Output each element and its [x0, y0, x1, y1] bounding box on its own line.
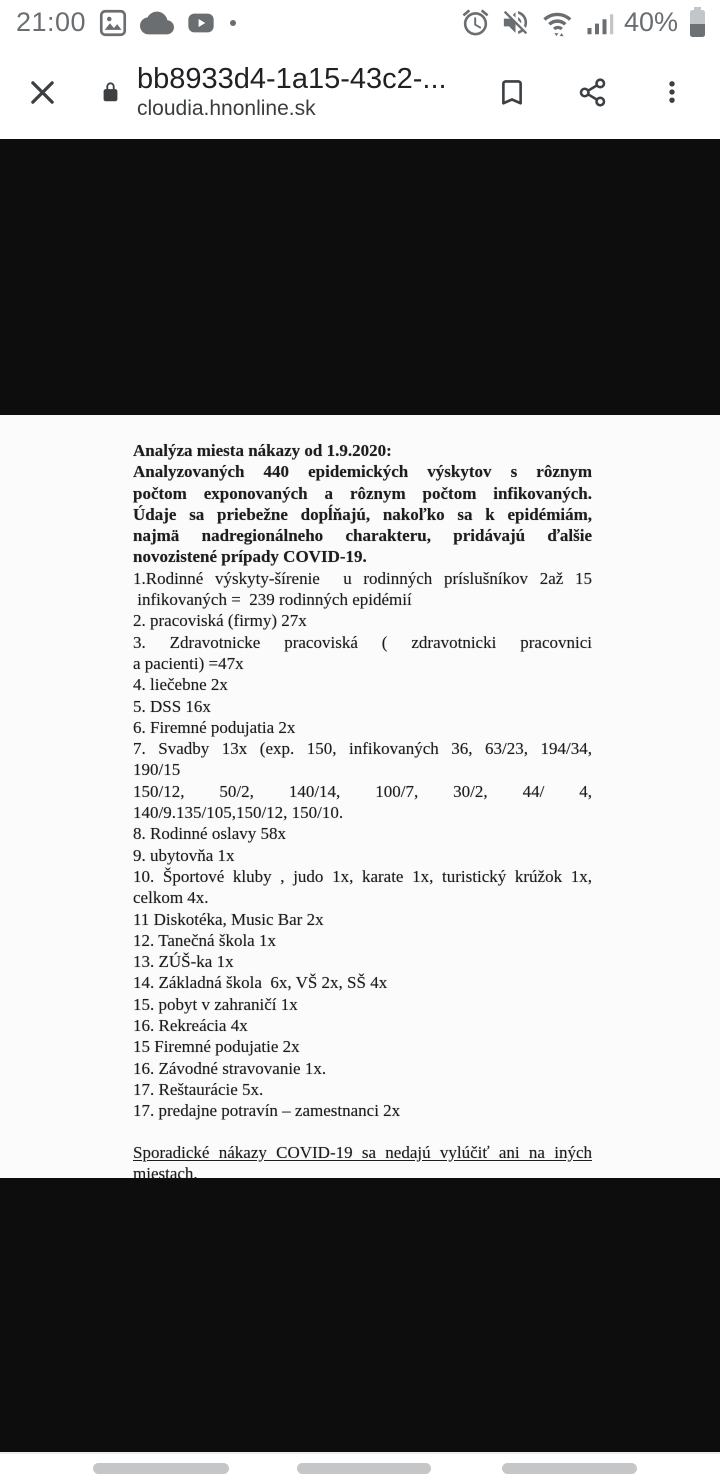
cloud-icon	[140, 6, 174, 40]
document-page[interactable]	[0, 415, 720, 1178]
mute-icon	[500, 7, 531, 38]
letterbox-bottom	[0, 1178, 720, 1452]
document-text-line: 16. Rekreácia 4x	[133, 1016, 248, 1036]
document-text-line: Analyzovaných 440 epidemických výskytov s rôznym	[133, 462, 592, 482]
document-text-line: 3. Zdravotnicke pracoviská ( zdravotnicki pracovnici	[133, 632, 592, 652]
lock-icon[interactable]	[99, 79, 122, 105]
navigation-bar	[0, 1452, 720, 1480]
back-button[interactable]	[502, 1463, 637, 1474]
document-text-line: 7. Svadby 13x (exp. 150, infikovaných 36, 63/23, 194/34,	[133, 739, 592, 759]
bookmark-button[interactable]	[490, 70, 534, 114]
document-text-line: a pacienti) =47x	[133, 653, 244, 673]
document-text-line: novozistené prípady COVID-19.	[133, 547, 367, 567]
close-button[interactable]	[26, 76, 59, 109]
document-text-line: 12. Tanečná škola 1x	[133, 930, 276, 950]
letterbox-top	[0, 139, 720, 415]
share-button[interactable]	[570, 70, 614, 114]
document-text-line: 4. liečebne 2x	[133, 675, 228, 695]
document-text-line: infikovaných = 239 rodinných epidémií	[133, 590, 412, 610]
document-text-line: 140/9.135/105,150/12, 150/10.	[133, 803, 344, 823]
document-text-line: 16. Závodné stravovanie 1x.	[133, 1058, 327, 1078]
document-text-line: počtom exponovaných a rôznym počtom infikovaných.	[133, 483, 592, 503]
status-bar	[0, 0, 720, 45]
page-title: bb8933d4-1a15-43c2-...	[137, 63, 447, 95]
gallery-icon	[97, 7, 129, 39]
page-title-block	[137, 62, 447, 122]
document-text-line: miestach.	[133, 1163, 198, 1178]
document-text-line: 15 Firemné podujatie 2x	[133, 1037, 300, 1057]
document-text-line: 13. ZÚŠ-ka 1x	[133, 952, 234, 972]
battery-icon	[687, 6, 708, 39]
document-text-line: najmä nadregionálneho charakteru, pridávajú ďalšie	[133, 526, 592, 546]
document-text-line: 10. Športové kluby , judo 1x, karate 1x, turistický krúžok 1x,	[133, 866, 592, 886]
document-text-line: 11 Diskotéka, Music Bar 2x	[133, 909, 324, 929]
document-text-line: Sporadické nákazy COVID-19 sa nedajú vylúčiť ani na iných	[133, 1142, 592, 1162]
document-text-line: 9. ubytovňa 1x	[133, 845, 235, 865]
document-text-line: 17. Reštaurácie 5x.	[133, 1079, 264, 1099]
notification-dot-icon	[228, 18, 238, 28]
alarm-icon	[460, 7, 491, 38]
document-text-line: Analýza miesta nákazy od 1.9.2020:	[133, 441, 392, 460]
document-text-line: 8. Rodinné oslavy 58x	[133, 824, 286, 844]
document-blank-line	[133, 1122, 592, 1142]
home-button[interactable]	[297, 1463, 431, 1474]
document-text-line: 1.Rodinné výskyty-šírenie u rodinných príslušníkov 2až 15	[133, 568, 592, 588]
document-text-line: celkom 4x.	[133, 888, 209, 908]
browser-header	[0, 45, 720, 139]
page-url: cloudia.hnonline.sk	[137, 97, 316, 120]
document-text-line: 14. Základná škola 6x, VŠ 2x, SŠ 4x	[133, 973, 388, 993]
document-text-line: 2. pracoviská (firmy) 27x	[133, 611, 307, 631]
document-text-line: 17. predajne potravín – zamestnanci 2x	[133, 1101, 401, 1121]
play-icon	[185, 7, 217, 39]
document-text-line: 150/12, 50/2, 140/14, 100/7, 30/2, 44/ 4,	[133, 781, 592, 801]
document-text-line: 6. Firemné podujatia 2x	[133, 717, 296, 737]
battery-percent: 40%	[623, 7, 678, 37]
document-text-line: 5. DSS 16x	[133, 696, 211, 716]
document-text-line: 190/15	[133, 760, 181, 780]
document-text-line: Údaje sa priebežne dopĺňajú, nakoľko sa k epidémiám,	[133, 504, 592, 524]
signal-icon	[585, 8, 615, 38]
document-text-line: 15. pobyt v zahraničí 1x	[133, 994, 298, 1014]
wifi-icon	[540, 7, 576, 39]
recents-button[interactable]	[93, 1463, 229, 1474]
status-time: 21:00	[16, 7, 87, 37]
overflow-menu-button[interactable]	[650, 70, 694, 114]
